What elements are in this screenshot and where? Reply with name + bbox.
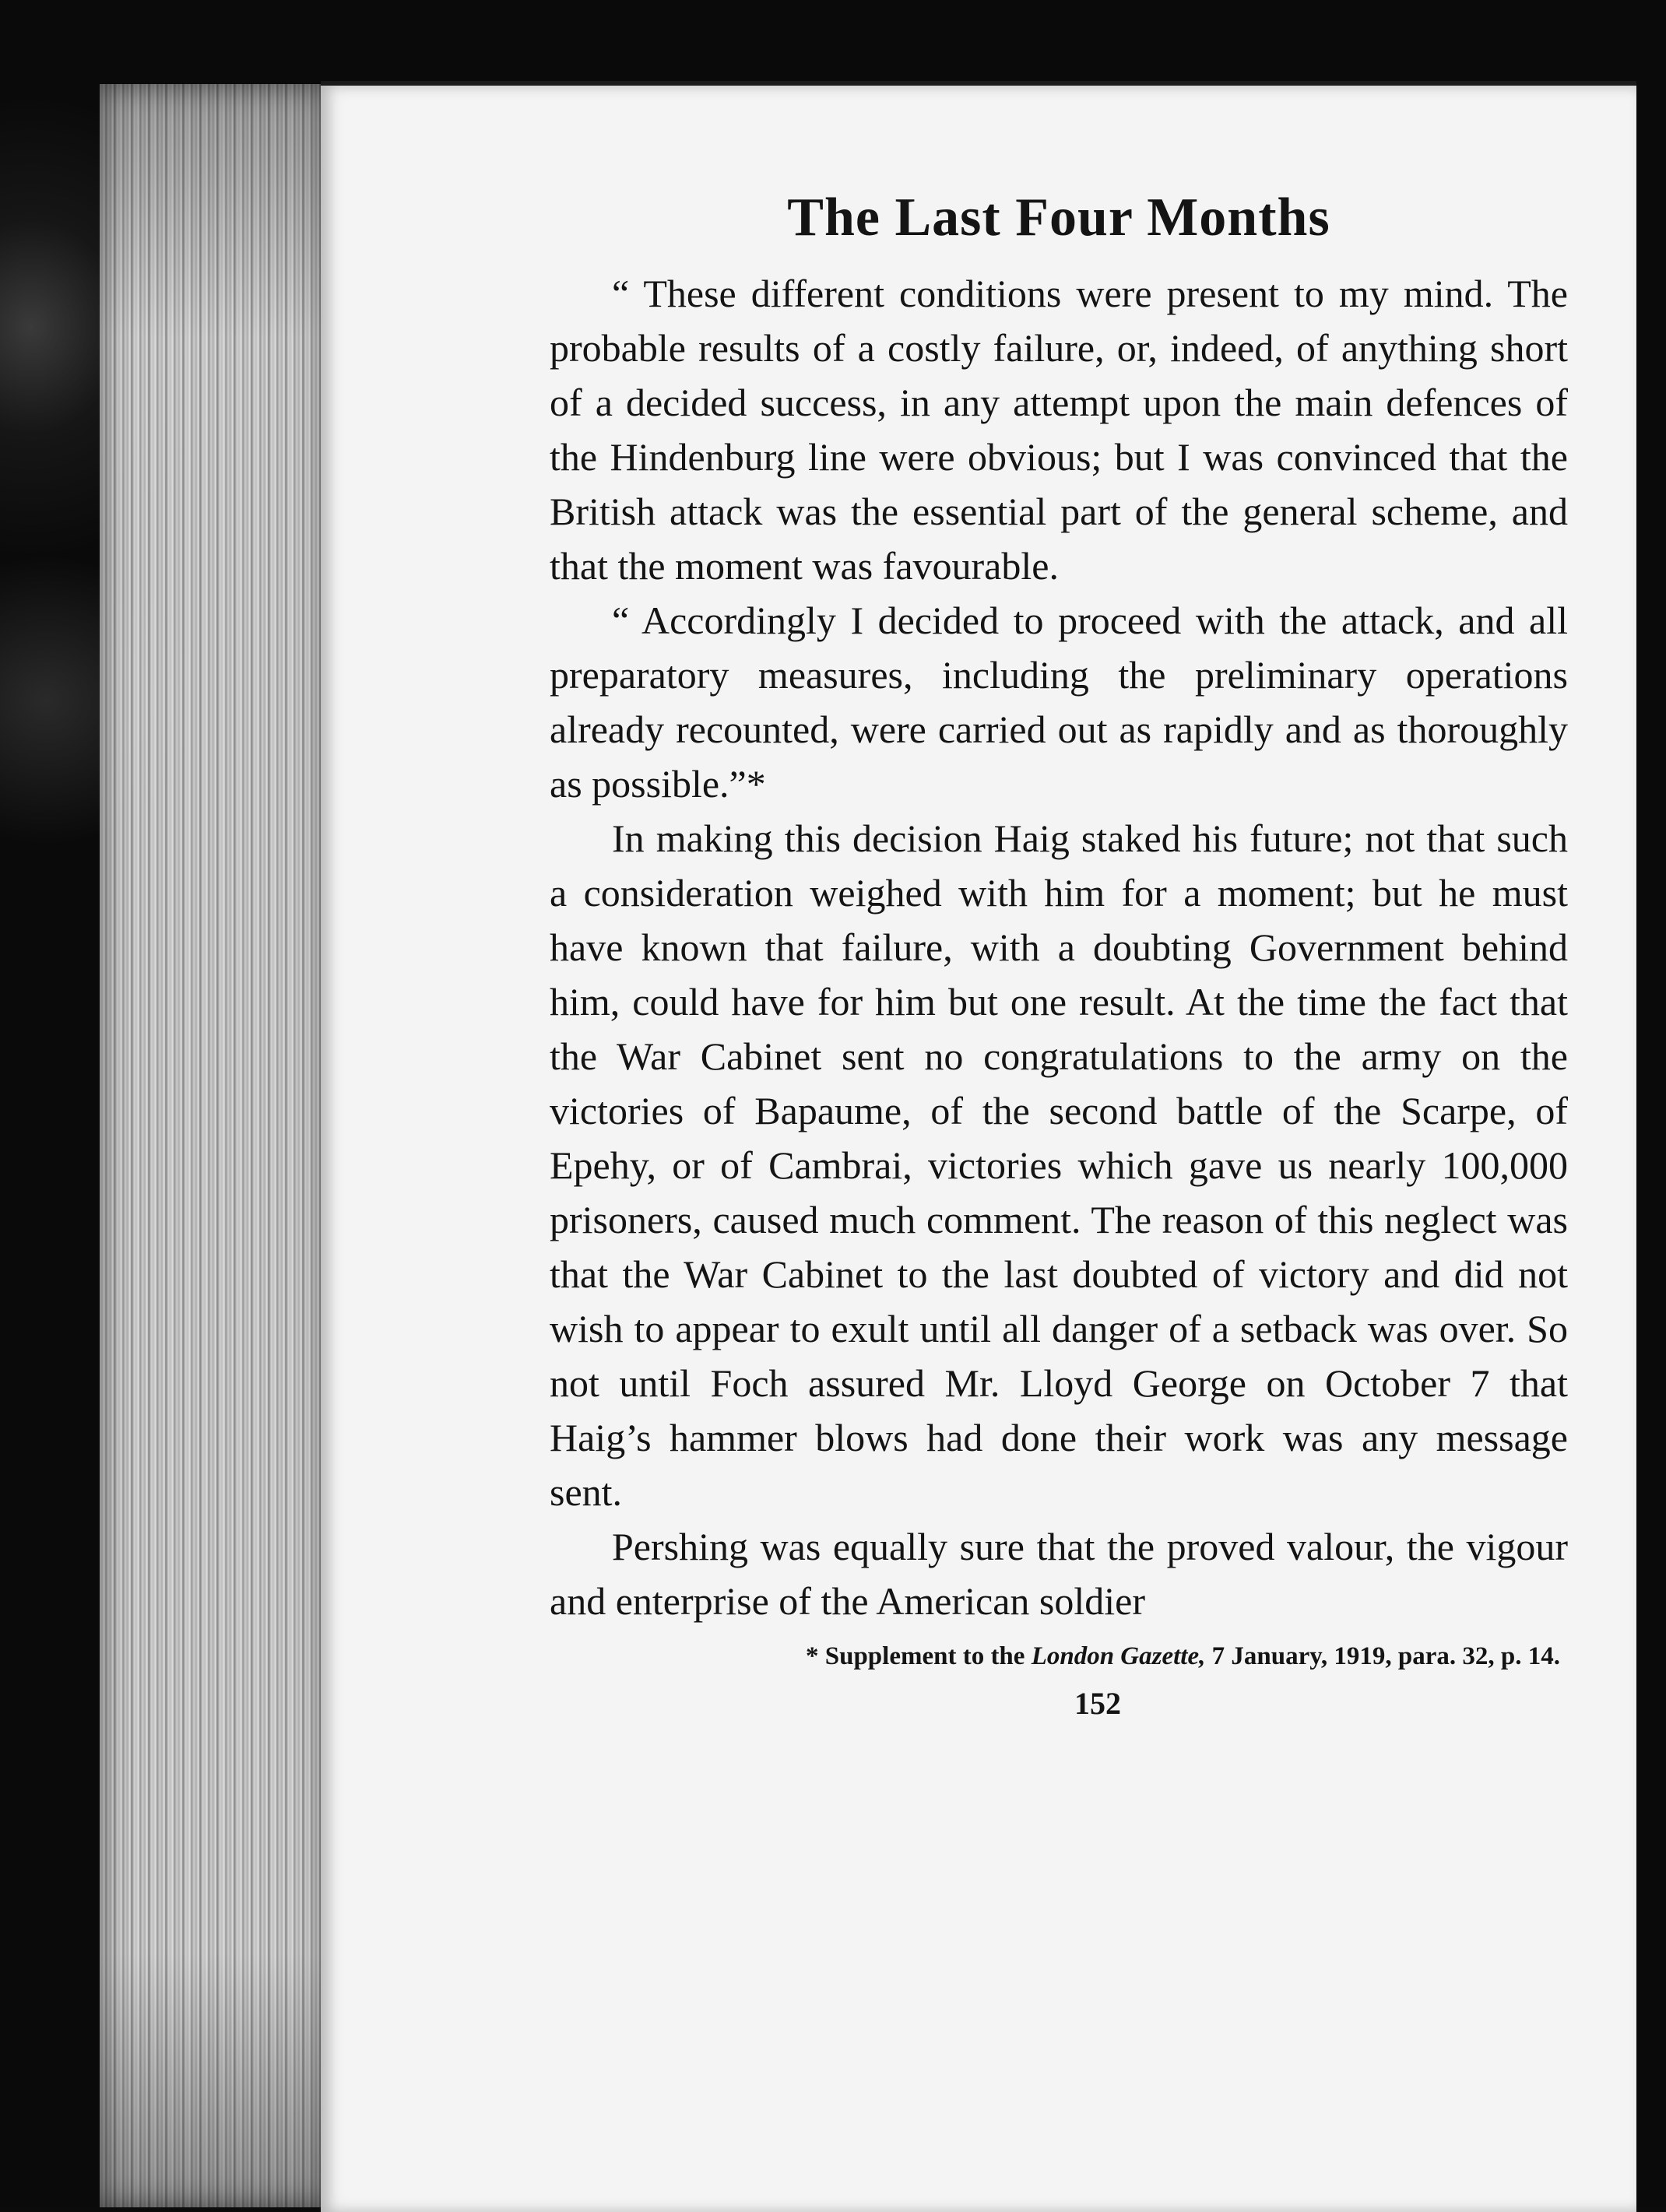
page-number: 152	[1074, 1686, 1121, 1721]
paragraph-4: Pershing was equally sure that the proved valour, the vigour and enterprise of the American soldier	[550, 1525, 1568, 1623]
running-head: The Last Four Months	[787, 188, 1330, 248]
right-shadow-edge	[1636, 81, 1666, 2207]
page-text-block	[550, 187, 1568, 1722]
book-page	[321, 81, 1636, 2212]
book-page-edges	[100, 84, 327, 2207]
footnote	[550, 1642, 1568, 1671]
paragraph-3: In making this decision Haig staked his future; not that such a consideration weighed with him for a moment; but he must have known that failure, with a doubting Government behind him, could have for him but one result. At the time the fact that the War Cabinet sent no congratulations to the army on the victories of Bapaume, of the second battle of the Scarpe, of Epehy, or of Cambrai, victories which gave us nearly 100,000 prisoners, caused much comment. The reason of this neglect was that the War Cabinet to the last doubted of victory and did not wish to appear to exult until all danger of a setback was over. So not until Foch assured Mr. Lloyd George on October 7 that Haig’s hammer blows had done their work was any message sent.	[550, 816, 1568, 1514]
footnote-prefix: * Supplement to the	[806, 1642, 1032, 1670]
footnote-title: London Gazette,	[1031, 1642, 1206, 1670]
paragraph-2: “ Accordingly I decided to proceed with the attack, and all preparatory measures, including the preliminary operations already recounted, were carried out as rapidly and as thoroughly as possible.”*	[550, 599, 1568, 806]
paragraph-1: “ These different conditions were present to my mind. The probable results of a costly failure, or, indeed, of anything short of a decided success, in any attempt upon the main defences of the Hindenburg line were obvious; but I was convinced that the British attack was the essential part of the general scheme, and that the moment was favourable.	[550, 272, 1568, 588]
footnote-suffix: 7 January, 1919, para. 32, p. 14.	[1205, 1642, 1560, 1670]
